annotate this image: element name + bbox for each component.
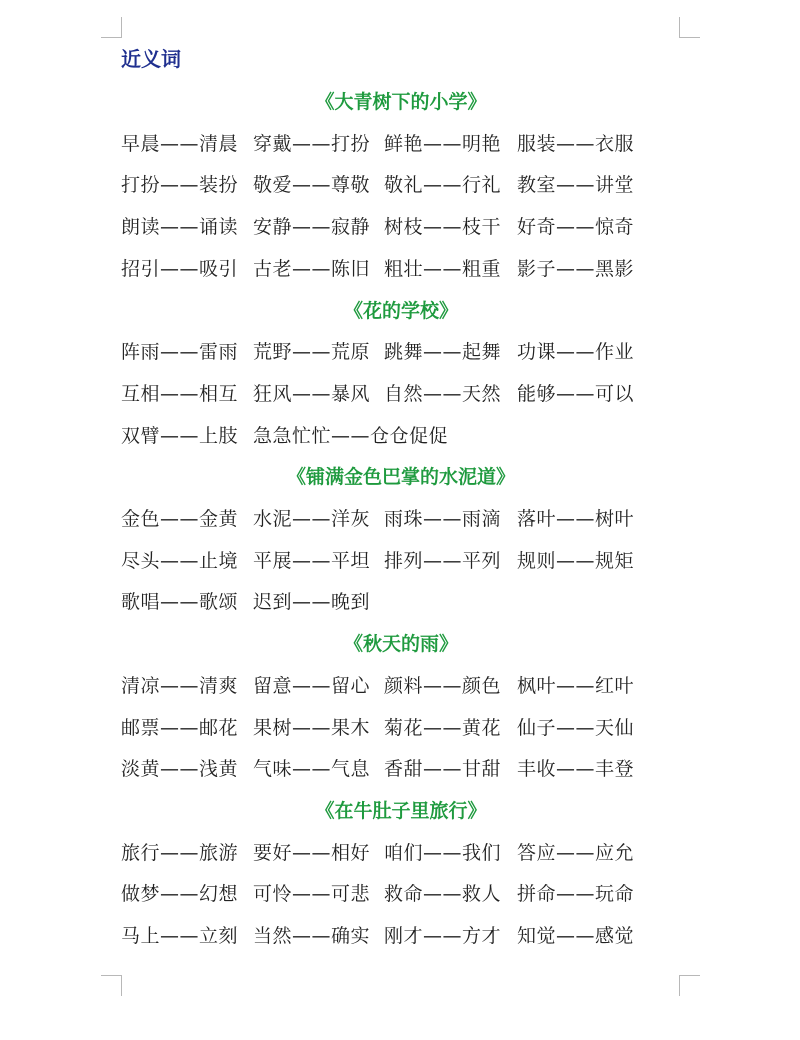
synonym-pair: 早晨——清晨 bbox=[121, 132, 239, 155]
synonym-pair: 雨珠——雨滴 bbox=[384, 508, 502, 530]
synonym-pair: 仙子——天仙 bbox=[517, 716, 635, 739]
synonym-pair: 水泥——洋灰 bbox=[253, 508, 371, 530]
synonym-pair: 狂风——暴风 bbox=[253, 382, 371, 405]
synonym-pair: 排列——平列 bbox=[384, 549, 502, 572]
synonym-pair: 歌唱——歌颂 bbox=[121, 591, 239, 614]
synonym-pair: 颜料——颜色 bbox=[384, 674, 502, 697]
synonym-pair: 迟到——晚到 bbox=[253, 591, 371, 614]
synonym-pair: 刚才——方才 bbox=[384, 925, 502, 947]
synonym-pair: 阵雨——雷雨 bbox=[121, 341, 239, 364]
synonym-pair: 邮票——邮花 bbox=[121, 716, 239, 739]
lesson-title: 《铺满金色巴掌的水泥道》 bbox=[286, 466, 515, 489]
synonym-pair: 果树——果木 bbox=[253, 716, 371, 739]
synonym-pair: 安静——寂静 bbox=[253, 216, 371, 239]
synonym-pair: 可怜——可悲 bbox=[253, 883, 371, 906]
synonym-pair: 旅行——旅游 bbox=[121, 841, 239, 864]
synonym-pair: 气味——气息 bbox=[253, 758, 371, 781]
synonym-pair: 互相——相互 bbox=[121, 382, 239, 405]
lesson-title: 《在牛肚子里旅行》 bbox=[315, 799, 487, 822]
page-title: 近义词 bbox=[121, 47, 181, 71]
synonym-pair: 功课——作业 bbox=[517, 341, 635, 364]
synonym-pair: 自然——天然 bbox=[384, 382, 502, 405]
crop-mark-bottom-left bbox=[101, 975, 122, 996]
synonym-pair: 好奇——惊奇 bbox=[517, 216, 635, 239]
synonym-pair: 服装——衣服 bbox=[517, 132, 635, 155]
synonym-pair: 当然——确实 bbox=[253, 925, 371, 947]
synonym-pair: 急急忙忙——仓仓促促 bbox=[253, 424, 449, 447]
synonym-pair: 敬礼——行礼 bbox=[384, 174, 502, 197]
synonym-pair: 教室——讲堂 bbox=[517, 174, 635, 197]
synonym-pair: 古老——陈旧 bbox=[253, 257, 371, 280]
synonym-pair: 朗读——诵读 bbox=[121, 216, 239, 239]
synonym-pair: 敬爱——尊敬 bbox=[253, 174, 371, 197]
synonym-pair: 做梦——幻想 bbox=[121, 883, 239, 906]
synonym-pair: 落叶——树叶 bbox=[517, 508, 635, 530]
lesson-title: 《花的学校》 bbox=[343, 299, 458, 322]
synonym-pair: 规则——规矩 bbox=[517, 549, 635, 572]
synonym-pair: 打扮——装扮 bbox=[121, 174, 239, 197]
synonym-pair: 马上——立刻 bbox=[121, 925, 239, 947]
synonym-pair: 双臂——上肢 bbox=[121, 424, 239, 447]
synonym-pair: 跳舞——起舞 bbox=[384, 341, 502, 364]
crop-mark-top-right bbox=[679, 17, 700, 38]
synonym-pair: 要好——相好 bbox=[253, 841, 371, 864]
synonym-pair: 拼命——玩命 bbox=[517, 883, 635, 906]
synonym-pair: 留意——留心 bbox=[253, 674, 371, 697]
lesson-title: 《秋天的雨》 bbox=[343, 633, 458, 656]
synonym-pair: 尽头——止境 bbox=[121, 549, 239, 572]
synonym-pair: 平展——平坦 bbox=[253, 549, 371, 572]
synonym-pair: 影子——黑影 bbox=[517, 257, 635, 280]
synonym-pair: 香甜——甘甜 bbox=[384, 758, 502, 781]
synonym-pair: 救命——救人 bbox=[384, 883, 502, 906]
synonym-pair: 清凉——清爽 bbox=[121, 674, 239, 697]
synonym-pair: 能够——可以 bbox=[517, 382, 635, 405]
synonym-pair: 枫叶——红叶 bbox=[517, 674, 635, 697]
crop-mark-bottom-right bbox=[679, 975, 700, 996]
synonym-pair: 树枝——枝干 bbox=[384, 216, 502, 239]
synonym-pair: 菊花——黄花 bbox=[384, 716, 502, 739]
synonym-pair: 穿戴——打扮 bbox=[253, 132, 371, 155]
synonym-pair: 答应——应允 bbox=[517, 841, 635, 864]
synonym-pair: 粗壮——粗重 bbox=[384, 257, 502, 280]
synonym-pair: 荒野——荒原 bbox=[253, 341, 371, 364]
lesson-title: 《大青树下的小学》 bbox=[315, 91, 487, 113]
synonym-pair: 金色——金黄 bbox=[121, 508, 239, 530]
synonym-pair: 招引——吸引 bbox=[121, 257, 239, 280]
synonym-pair: 咱们——我们 bbox=[384, 841, 502, 864]
crop-mark-top-left bbox=[101, 17, 122, 38]
synonym-pair: 丰收——丰登 bbox=[517, 758, 635, 781]
synonym-pair: 鲜艳——明艳 bbox=[384, 132, 502, 155]
synonym-pair: 淡黄——浅黄 bbox=[121, 758, 239, 781]
synonym-pair: 知觉——感觉 bbox=[517, 925, 635, 947]
